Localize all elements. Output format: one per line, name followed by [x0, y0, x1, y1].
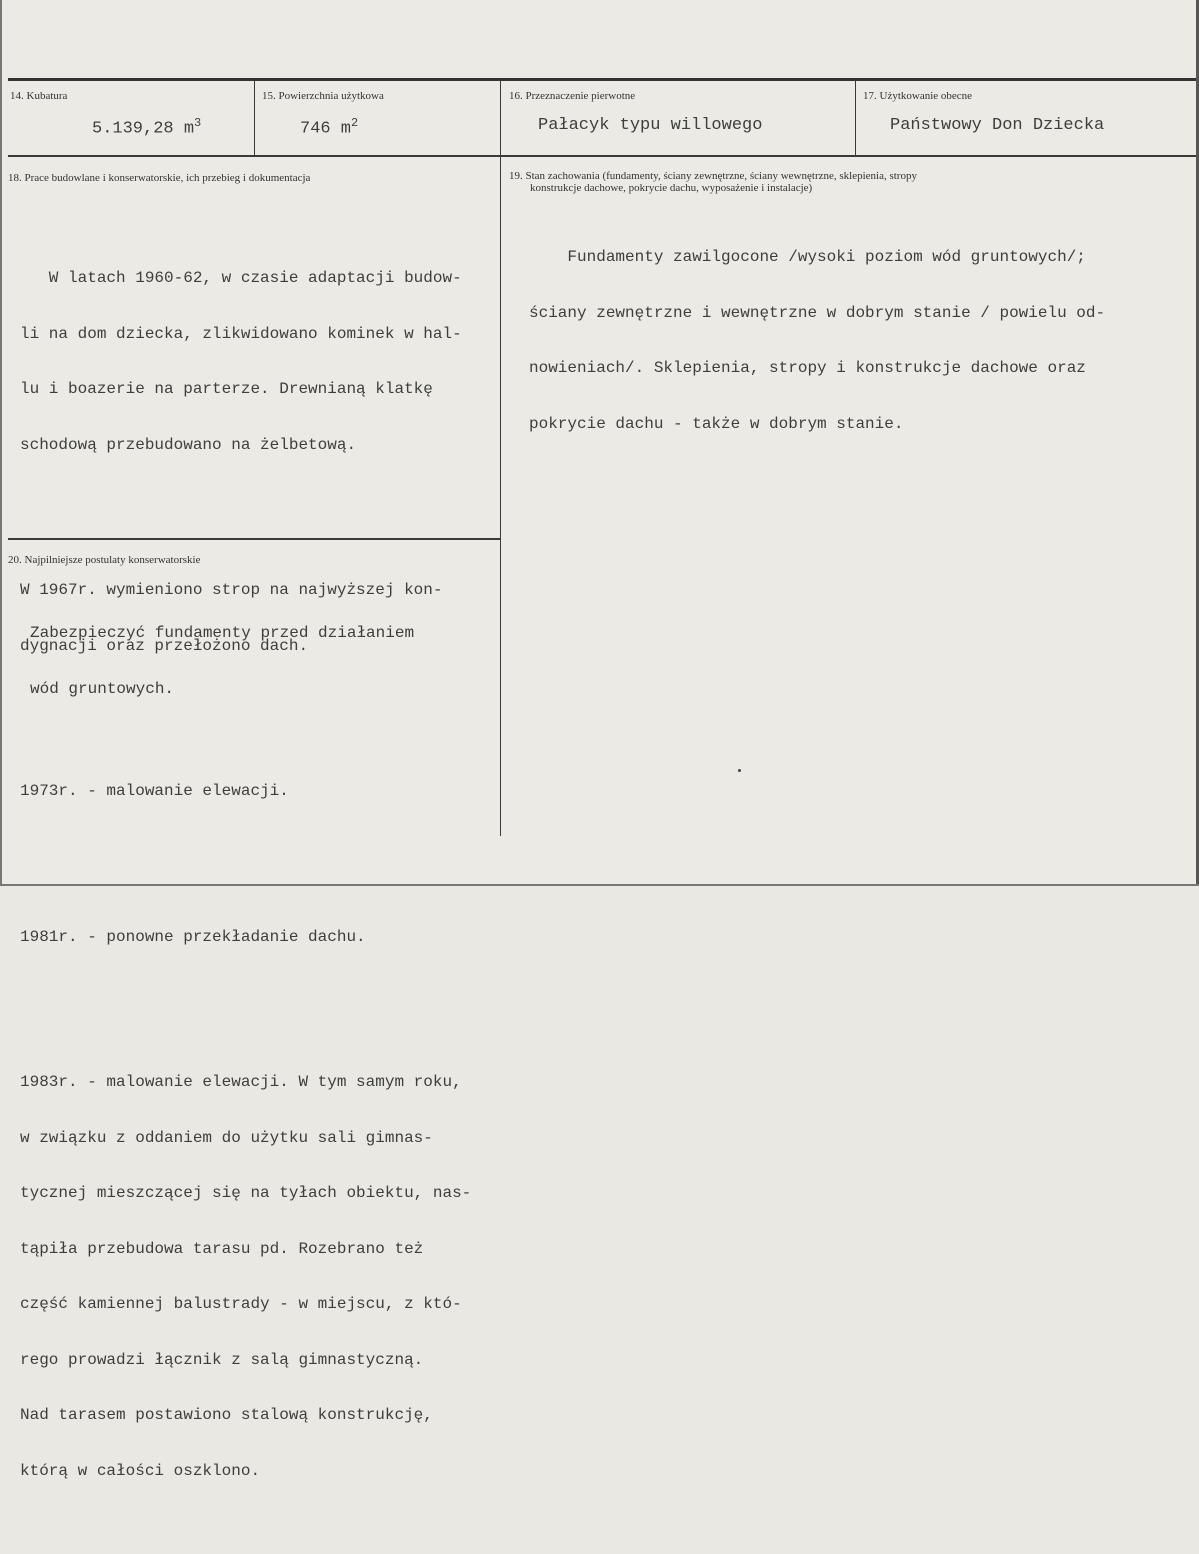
- stan-label-line: konstrukcje dachowe, pokrycie dachu, wyposażenie i instalacje): [530, 182, 813, 194]
- text-line: wód gruntowych.: [30, 679, 175, 698]
- row1-bottom-rule: [8, 155, 1196, 157]
- text-line: w związku z oddaniem do użytku sali gimnas-: [20, 1128, 433, 1147]
- stan-label-line: 19. Stan zachowania (fundamenty, ściany zewnętrzne, ściany wewnętrzne, sklepienia, stropy: [509, 170, 917, 182]
- text-line: nowieniach/. Sklepienia, stropy i konstrukcje dachowe oraz: [529, 359, 1086, 377]
- divider-main-vertical: [500, 80, 501, 836]
- divider-16-17: [855, 80, 856, 156]
- postulaty-text: [30, 587, 414, 735]
- divider-14-15: [254, 80, 255, 156]
- text-line: rego prowadzi łącznik z salą gimnastyczną.: [20, 1350, 424, 1369]
- text-line: tąpiła przebudowa tarasu pd. Rozebrano też: [20, 1239, 424, 1258]
- text-line: dygnacji oraz przełożono dach.: [20, 636, 309, 655]
- prace-text: [20, 195, 471, 1554]
- text-line: którą w całości oszklono.: [20, 1461, 261, 1480]
- text-line: schodową przebudowano na żelbetową.: [20, 435, 357, 454]
- uzytkowanie-value: Państwowy Don Dziecka: [890, 116, 1105, 135]
- stan-label: [509, 170, 917, 194]
- prace-paragraph-5: [20, 1036, 471, 1517]
- powierzchnia-value: 746 $m^2$: [300, 116, 359, 139]
- postulaty-label: 20. Najpilniejsze postulaty konserwatorskie: [8, 554, 201, 566]
- kubatura-label: 14. Kubatura: [10, 90, 68, 102]
- card-edge-left: [0, 0, 2, 886]
- text-line: li na dom dziecka, zlikwidowano kominek w hal-: [20, 324, 462, 343]
- powierzchnia-label: 15. Powierzchnia użytkowa: [262, 90, 384, 102]
- text-line: lu i boazerie na parterze. Drewnianą klatkę: [20, 380, 433, 398]
- text-line: W 1967r. wymieniono strop na najwyższej kon-: [20, 581, 443, 599]
- text-line: pokrycie dachu - także w dobrym stanie.: [529, 414, 904, 433]
- text-line: 1983r. - malowanie elewacji. W tym samym roku,: [20, 1073, 462, 1091]
- text-line: Zabezpieczyć fundamenty przed działaniem: [30, 624, 415, 642]
- prace-paragraph-4: [20, 891, 471, 984]
- prace-label: 18. Prace budowlane i konserwatorskie, ich przebieg i dokumentacja: [8, 172, 311, 184]
- text-line: 1981r. - ponowne przekładanie dachu.: [20, 927, 366, 946]
- text-line: ściany zewnętrzne i wewnętrzne w dobrym stanie / powielu od-: [529, 303, 1106, 322]
- text-line: 1973r. - malowanie elewacji.: [20, 782, 289, 800]
- przeznaczenie-value: Pałacyk typu willowego: [538, 116, 763, 135]
- text-line: Nad tarasem postawiono stalową konstrukcję,: [20, 1406, 433, 1424]
- uzytkowanie-label: 17. Użytkowanie obecne: [863, 90, 973, 102]
- kubatura-value: 5.139,28 $m^3$: [92, 116, 202, 139]
- przeznaczenie-label: 16. Przeznaczenie pierwotne: [509, 90, 636, 102]
- text-line: tycznej mieszczącej się na tyłach obiektu, nas-: [20, 1184, 472, 1202]
- row1-top-rule: [8, 78, 1196, 81]
- text-line: W latach 1960-62, w czasie adaptacji budow-: [20, 269, 462, 287]
- text-line: część kamiennej balustrady - w miejscu, z któ-: [20, 1295, 462, 1313]
- prace-paragraph-3: [20, 745, 471, 838]
- text-line: Fundamenty zawilgocone /wysoki poziom wód gruntowych/;: [529, 248, 1086, 266]
- stan-text: [529, 211, 1105, 470]
- prace-paragraph-1: [20, 232, 471, 491]
- paper-speck: [738, 769, 741, 772]
